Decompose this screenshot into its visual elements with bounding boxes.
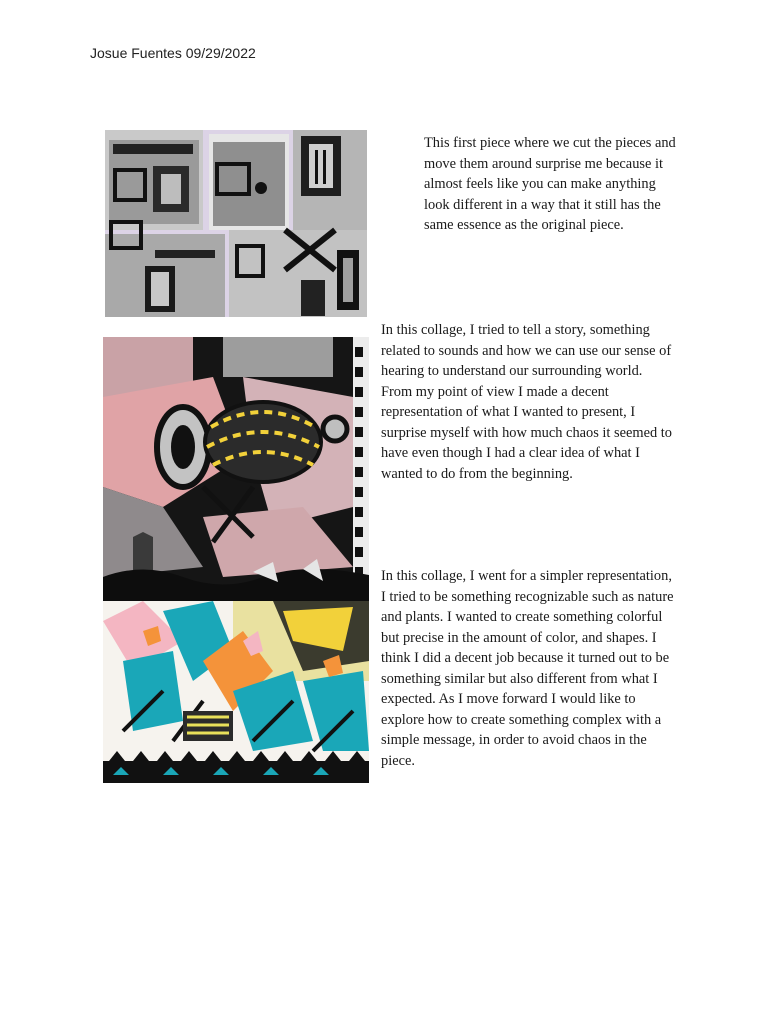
author-date-header: Josue Fuentes 09/29/2022 <box>90 45 256 61</box>
nature-collage-paragraph: In this collage, I went for a simpler representation, I tried to be something recognizable such as nature and plants. I wanted to create something colorful but precise in the amount of color, and shapes. I think I did a decent job because it turned out to be something similar but also different from what I expected. As I move forward I would like to explore how to create something complex with a simple message, in order to avoid chaos in the piece. <box>381 568 674 769</box>
sound-collage-paragraph: In this collage, I tried to tell a story, something related to sounds and how we can use our sense of hearing to understand our surrounding world. From my point of view I made a decent representation of what I wanted to present, I surprise myself with how much chaos it seemed to have even though I had a clear idea of what I wanted to do from the beginning. <box>381 322 672 482</box>
first-piece-paragraph: This first piece where we cut the pieces and move them around surprise me because it almost feels like you can make anything look different in a way that it still has the same essence as the original piece. <box>424 135 676 233</box>
nature-collage-image <box>103 601 369 783</box>
grayscale-print-collage-image <box>105 130 367 317</box>
sound-collage-image <box>103 337 369 602</box>
